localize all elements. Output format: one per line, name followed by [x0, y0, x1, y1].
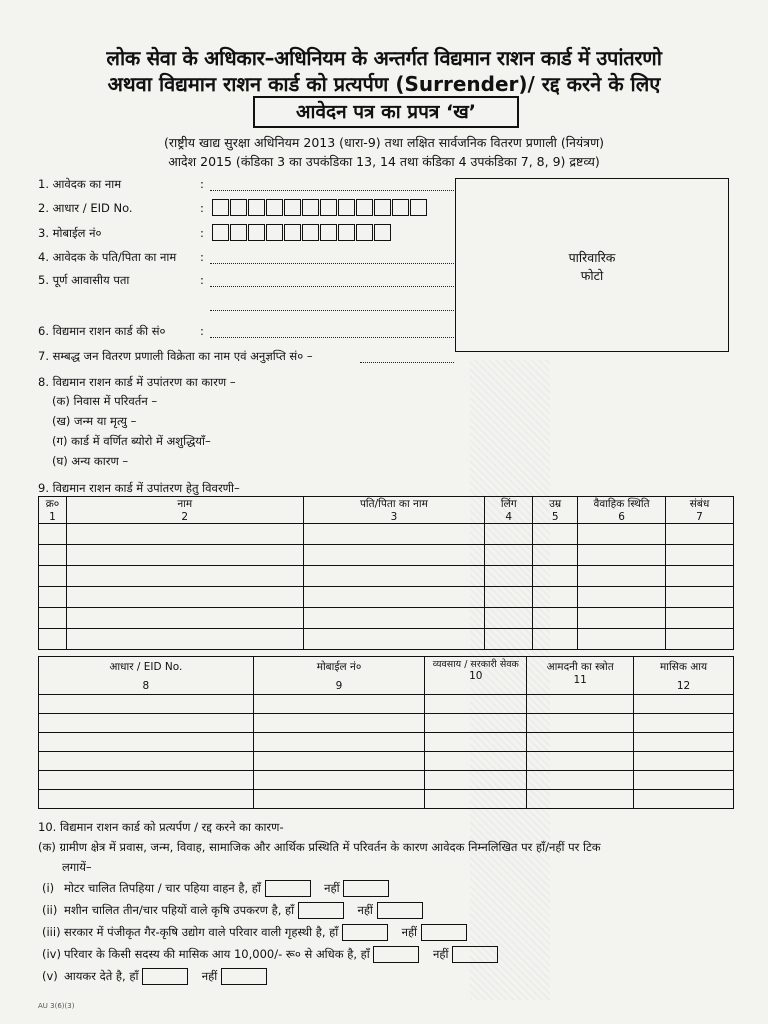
applicant-name-label: 1. आवेदक का नाम: [38, 177, 122, 191]
modification-details-label: 9. विद्यमान राशन कार्ड में उपांतरण हेतु विवरणी–: [38, 481, 240, 495]
digit-box[interactable]: [392, 199, 409, 216]
table-cell[interactable]: [634, 790, 734, 809]
table-cell[interactable]: [527, 733, 634, 752]
table-cell[interactable]: [39, 733, 254, 752]
table-cell[interactable]: [303, 566, 485, 587]
table-cell[interactable]: [578, 566, 666, 587]
digit-box[interactable]: [284, 199, 301, 216]
table-cell[interactable]: [485, 566, 533, 587]
colon: :: [200, 324, 204, 338]
table-cell[interactable]: [527, 790, 634, 809]
digit-box[interactable]: [356, 199, 373, 216]
table-cell[interactable]: [425, 733, 527, 752]
address-label: 5. पूर्ण आवासीय पता: [38, 273, 130, 287]
table-cell[interactable]: [303, 608, 485, 629]
table-cell[interactable]: [527, 714, 634, 733]
table-cell[interactable]: [253, 695, 425, 714]
table-cell[interactable]: [66, 629, 303, 650]
digit-box[interactable]: [212, 224, 229, 241]
col-header-spouse-father: पति/पिता का नाम 3: [303, 497, 485, 524]
table-cell[interactable]: [253, 752, 425, 771]
digit-box[interactable]: [374, 199, 391, 216]
digit-box[interactable]: [302, 224, 319, 241]
yes-box[interactable]: [298, 902, 344, 919]
aadhaar-digit-boxes[interactable]: [212, 199, 428, 216]
digit-box[interactable]: [230, 224, 247, 241]
reason-card-errors: (ग) कार्ड में वर्णित ब्योरो में अशुद्धियाँ–: [52, 434, 211, 448]
col-header-income-source: आमदनी का स्त्रोत 11: [527, 657, 634, 695]
modification-reason-label: 8. विद्यमान राशन कार्ड में उपांतरण का कारण –: [38, 375, 236, 389]
table-cell[interactable]: [527, 752, 634, 771]
member-details-table-2: [38, 656, 734, 809]
member-details-table-1: [38, 496, 734, 650]
table-cell[interactable]: [533, 608, 578, 629]
table-cell[interactable]: [39, 629, 67, 650]
table-cell[interactable]: [634, 752, 734, 771]
table-cell[interactable]: [253, 771, 425, 790]
table-row: [39, 629, 734, 650]
table-cell[interactable]: [578, 524, 666, 545]
form-subtitle-1: (राष्ट्रीय खाद्य सुरक्षा अधिनियम 2013 (धारा-9) तथा लक्षित सार्वजनिक वितरण प्रणाली (नियंत्रण): [163, 135, 605, 150]
table-cell[interactable]: [485, 545, 533, 566]
surrender-reason-heading: 10. विद्यमान राशन कार्ड को प्रत्यर्पण / रद्द करने का कारण-: [38, 820, 284, 834]
no-box[interactable]: [377, 902, 423, 919]
table-cell[interactable]: [39, 695, 254, 714]
digit-box[interactable]: [338, 199, 355, 216]
table-cell[interactable]: [66, 524, 303, 545]
form-subtitle-2: आदेश 2015 (कंडिका 3 का उपकंडिका 13, 14 तथा कंडिका 4 उपकंडिका 7, 8, 9) द्रष्टव्य): [168, 154, 600, 169]
no-box[interactable]: [343, 880, 389, 897]
table-cell[interactable]: [66, 566, 303, 587]
table-row: [39, 733, 734, 752]
digit-box[interactable]: [302, 199, 319, 216]
digit-box[interactable]: [320, 224, 337, 241]
table-row: [39, 524, 734, 545]
col-header-age: उम्र 5: [533, 497, 578, 524]
reason-birth-death: (ख) जन्म या मृत्यु –: [52, 414, 137, 428]
table-cell[interactable]: [425, 752, 527, 771]
table-cell[interactable]: [533, 587, 578, 608]
form-title-line2: अथवा विद्यमान राशन कार्ड को प्रत्यर्पण (Surrender)/ रद्द करने के लिए: [107, 72, 661, 96]
surrender-intro-line1: (क) ग्रामीण क्षेत्र में प्रवास, जन्म, विवाह, सामाजिक और आर्थिक प्रस्थिति में परिवर्तन के कारण आवेदक निम्नलिखित पर हाँ/नहीं पर टिक: [38, 840, 601, 854]
mobile-digit-boxes[interactable]: [212, 224, 392, 241]
address-field-line1[interactable]: [210, 276, 454, 287]
yes-box[interactable]: [142, 968, 188, 985]
reason-other: (घ) अन्य कारण –: [52, 454, 129, 468]
table-cell[interactable]: [39, 566, 67, 587]
table-row: [39, 566, 734, 587]
table-cell[interactable]: [533, 629, 578, 650]
table-cell[interactable]: [578, 545, 666, 566]
table-cell[interactable]: [39, 587, 67, 608]
table-cell[interactable]: [527, 771, 634, 790]
table-cell[interactable]: [634, 714, 734, 733]
form-footer-code: AU 3(6)(3): [38, 1002, 75, 1010]
table-cell[interactable]: [666, 524, 734, 545]
colon: :: [200, 177, 204, 191]
yes-box[interactable]: [373, 946, 419, 963]
question-2: (ii) मशीन चालित तीन/चार पहियों वाले कृषि उपकरण है, हाँ नहीं: [42, 902, 423, 919]
table-cell[interactable]: [425, 695, 527, 714]
aadhaar-label: 2. आधार / EID No.: [38, 201, 133, 215]
table-cell[interactable]: [425, 771, 527, 790]
col-header-aadhaar: आधार / EID No. 8: [39, 657, 254, 695]
digit-box[interactable]: [284, 224, 301, 241]
question-1: (i) मोटर चालित तिपहिया / चार पहिया वाहन है, हाँ नहीं: [42, 880, 389, 897]
table-cell[interactable]: [578, 587, 666, 608]
table-cell[interactable]: [303, 629, 485, 650]
table-cell[interactable]: [485, 524, 533, 545]
spouse-father-name-label: 4. आवेदक के पति/पिता का नाम: [38, 250, 177, 264]
table-cell[interactable]: [39, 714, 254, 733]
family-photo-box[interactable]: [455, 178, 729, 352]
table-cell[interactable]: [666, 608, 734, 629]
pds-dealer-field[interactable]: [360, 352, 454, 363]
table-cell[interactable]: [253, 790, 425, 809]
digit-box[interactable]: [248, 224, 265, 241]
col-header-gender: लिंग 4: [485, 497, 533, 524]
table-row: [39, 695, 734, 714]
table-cell[interactable]: [303, 587, 485, 608]
colon: :: [200, 226, 204, 240]
spouse-father-name-field[interactable]: [210, 253, 454, 264]
no-box[interactable]: [421, 924, 467, 941]
table-row: [39, 587, 734, 608]
table-cell[interactable]: [253, 733, 425, 752]
digit-box[interactable]: [266, 199, 283, 216]
colon: :: [200, 201, 204, 215]
col-header-monthly-income: मासिक आय 12: [634, 657, 734, 695]
form-title-line1: लोक सेवा के अधिकार–अधिनियम के अन्तर्गत विद्यमान राशन कार्ड में उपांतरणो: [106, 46, 662, 70]
applicant-name-field[interactable]: [210, 180, 454, 191]
col-header-marital: वैवाहिक स्थिति 6: [578, 497, 666, 524]
table-cell[interactable]: [527, 695, 634, 714]
col-header-serial: क्र० 1: [39, 497, 67, 524]
col-header-name: नाम 2: [66, 497, 303, 524]
question-4: (iv) परिवार के किसी सदस्य की मासिक आय 10,000/- रू० से अधिक है, हाँ नहीं: [42, 946, 498, 963]
table-cell[interactable]: [303, 545, 485, 566]
digit-box[interactable]: [410, 199, 427, 216]
col-header-relation: संबंध 7: [666, 497, 734, 524]
table-cell[interactable]: [39, 752, 254, 771]
pds-dealer-label: 7. सम्बद्ध जन वितरण प्रणाली विक्रेता का नाम एवं अनुज्ञप्ति सं० –: [38, 349, 313, 363]
table-cell[interactable]: [39, 771, 254, 790]
photo-label-1: पारिवारिक: [568, 250, 616, 265]
table-cell[interactable]: [39, 790, 254, 809]
digit-box[interactable]: [356, 224, 373, 241]
colon: :: [200, 250, 204, 264]
table-cell[interactable]: [666, 587, 734, 608]
table-cell[interactable]: [39, 524, 67, 545]
photo-label-2: फोटो: [580, 268, 604, 283]
table-cell[interactable]: [485, 608, 533, 629]
table-cell[interactable]: [485, 587, 533, 608]
table-cell[interactable]: [66, 587, 303, 608]
table-cell[interactable]: [634, 733, 734, 752]
table-cell[interactable]: [578, 608, 666, 629]
form-title-boxed: आवेदन पत्र का प्रपत्र ‘ख’: [253, 96, 519, 128]
table-cell[interactable]: [533, 566, 578, 587]
table-cell[interactable]: [578, 629, 666, 650]
ration-card-no-field[interactable]: [210, 327, 454, 338]
table-cell[interactable]: [425, 714, 527, 733]
digit-box[interactable]: [320, 199, 337, 216]
question-3: (iii) सरकार में पंजीकृत गैर-कृषि उद्योग वाले परिवार वाली गृहस्थी है, हाँ नहीं: [42, 924, 467, 941]
yes-box[interactable]: [342, 924, 388, 941]
table-row: [39, 790, 734, 809]
digit-box[interactable]: [248, 199, 265, 216]
mobile-label: 3. मोबाईल नं०: [38, 226, 102, 240]
table-row: [39, 545, 734, 566]
digit-box[interactable]: [338, 224, 355, 241]
table-cell[interactable]: [666, 629, 734, 650]
digit-box[interactable]: [374, 224, 391, 241]
table-header-row: [39, 657, 734, 695]
table-cell[interactable]: [634, 695, 734, 714]
table-cell[interactable]: [485, 629, 533, 650]
table-cell[interactable]: [634, 771, 734, 790]
col-header-mobile: मोबाईल नं० 9: [253, 657, 425, 695]
table-header-row: [39, 497, 734, 524]
address-field-line2[interactable]: [210, 300, 454, 311]
question-5: (v) आयकर देते है, हाँ नहीं: [42, 968, 267, 985]
table-cell[interactable]: [66, 545, 303, 566]
table-cell[interactable]: [666, 566, 734, 587]
table-cell[interactable]: [253, 714, 425, 733]
surrender-intro-line2: लगायें–: [62, 860, 92, 874]
ration-card-no-label: 6. विद्यमान राशन कार्ड की सं०: [38, 324, 166, 338]
table-cell[interactable]: [533, 524, 578, 545]
table-row: [39, 608, 734, 629]
table-cell[interactable]: [533, 545, 578, 566]
table-row: [39, 771, 734, 790]
table-cell[interactable]: [666, 545, 734, 566]
reason-residence-change: (क) निवास में परिवर्तन –: [52, 394, 158, 408]
yes-box[interactable]: [265, 880, 311, 897]
digit-box[interactable]: [266, 224, 283, 241]
col-header-occupation: व्यवसाय / सरकारी सेवक 10: [425, 657, 527, 695]
no-box[interactable]: [452, 946, 498, 963]
digit-box[interactable]: [230, 199, 247, 216]
table-row: [39, 752, 734, 771]
table-cell[interactable]: [39, 608, 67, 629]
no-box[interactable]: [221, 968, 267, 985]
digit-box[interactable]: [212, 199, 229, 216]
table-cell[interactable]: [39, 545, 67, 566]
table-cell[interactable]: [425, 790, 527, 809]
table-cell[interactable]: [303, 524, 485, 545]
table-row: [39, 714, 734, 733]
colon: :: [200, 273, 204, 287]
table-cell[interactable]: [66, 608, 303, 629]
